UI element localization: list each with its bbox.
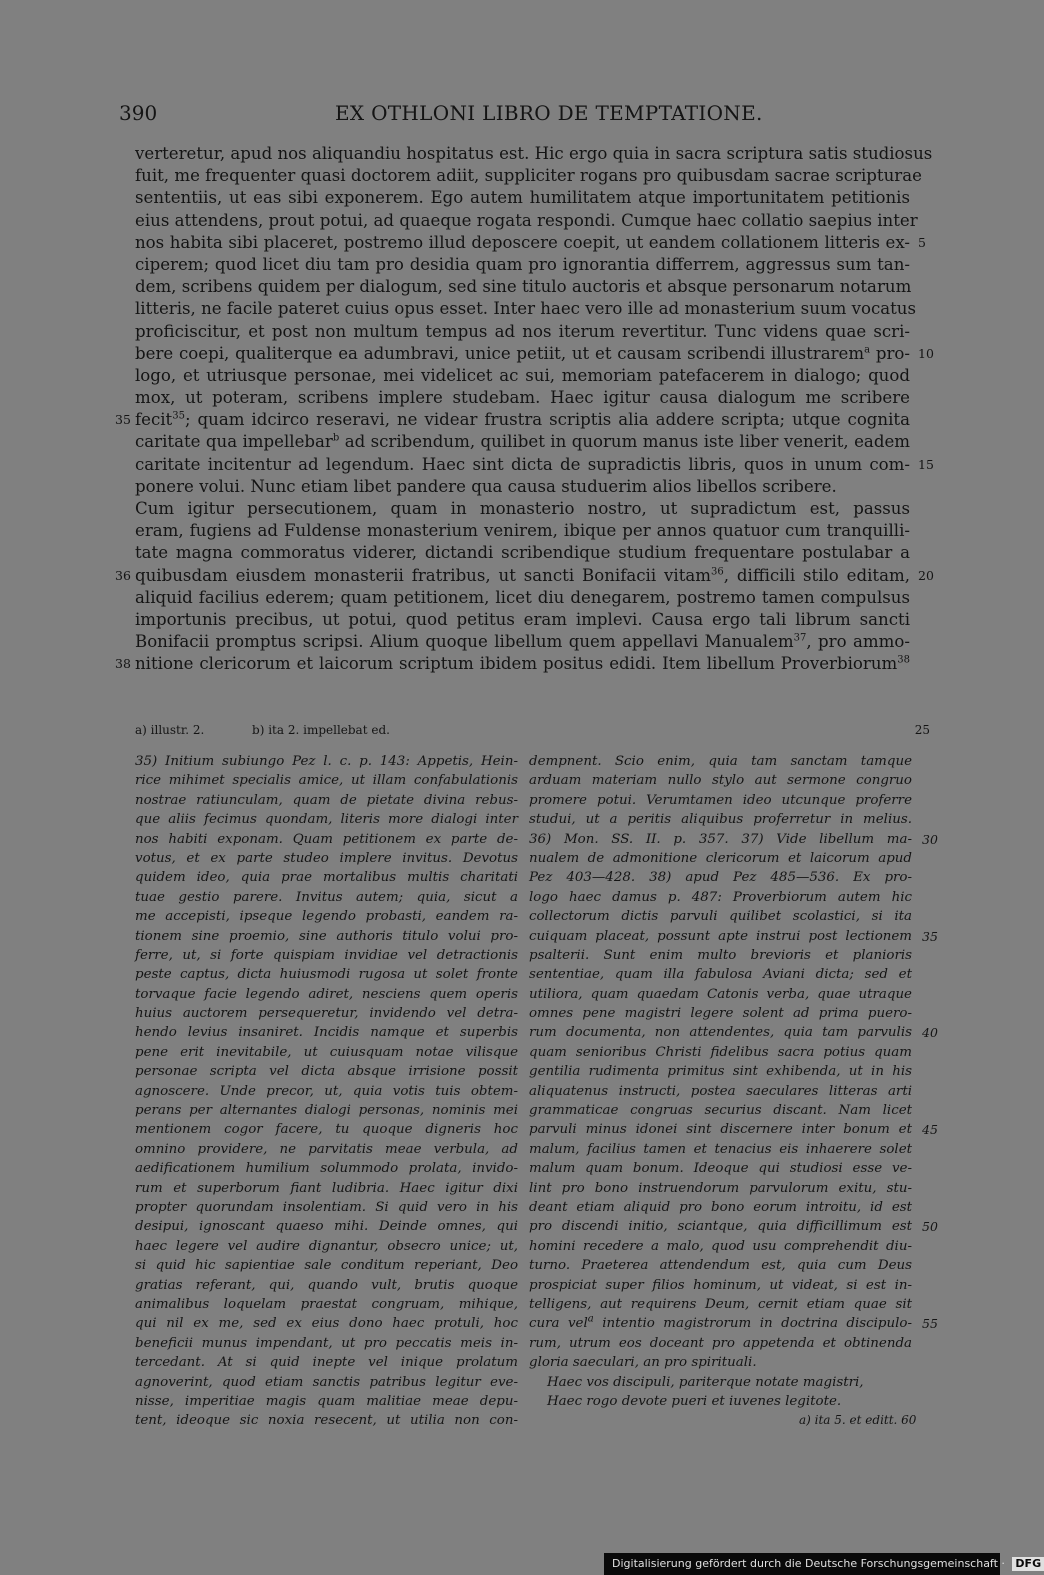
critical-apparatus xyxy=(135,723,930,737)
footnote-text: parvuli minus idonei sint discernere inter bonum et xyxy=(529,1122,912,1138)
text-line xyxy=(115,653,910,675)
line-text: Bonifacii promptus scripsi. Alium quoque libellum quem appellavi Manualem xyxy=(135,632,794,652)
apparatus-note-a: a) illustr. 2. xyxy=(135,723,205,737)
line-text: mox, ut poteram, scribens implere studebam. Haec igitur causa dialogum me scribere xyxy=(135,388,910,408)
line-number: 55 xyxy=(922,1316,938,1332)
line-text: tate magna commoratus viderer, dictandi scribendique studium frequentare postulabar a xyxy=(135,543,910,563)
text-line xyxy=(135,365,910,387)
footnote-line: omnino providere, ne parvitatis meae verbula, ad xyxy=(135,1141,518,1157)
footnote-text: malum, facilius tamen et tenacius eis inhaerere solet xyxy=(529,1141,912,1157)
footnote-line: ferre, ut, si forte quispiam invidiae vel detractionis xyxy=(135,947,518,963)
line-text: importunis precibus, ut potui, quod petitus eram implevi. Causa ergo tali librum sancti xyxy=(135,609,910,629)
footnote-text: 36) Mon. SS. II. p. 357. 37) Vide libellum ma- xyxy=(529,831,912,847)
footnote-line: personae scripta vel dicta absque irrisione possit xyxy=(135,1064,518,1080)
footnote-text: arduam materiam nullo stylo aut sermone congruo xyxy=(529,773,912,789)
footnote-text: lint pro bono instruendorum parvulorum exitu, stu- xyxy=(529,1180,912,1196)
line-text: proficiscitur, et post non multum tempus ad nos iterum revertitur. Tunc videns quae scri- xyxy=(135,321,910,341)
line-text: dem, scribens quidem per dialogum, sed sine titulo auctoris et absque personarum notarum xyxy=(135,277,912,297)
footnote-line: aedificationem humilium solummodo prolata, invido- xyxy=(135,1161,518,1177)
footnote-text: rum, utrum eos doceant pro appetenda et obtinenda xyxy=(529,1335,912,1351)
dfg-footer-bar[interactable] xyxy=(604,1553,1042,1575)
footnote-line xyxy=(529,946,912,965)
line-text: sententiis, ut eas sibi exponerem. Ego autem humilitatem atque importunitatem petitionis xyxy=(135,188,910,208)
line-number: 45 xyxy=(922,1122,938,1138)
footnote-text: telligens, aut requirens Deum, cernit etiam quae sit xyxy=(529,1296,912,1312)
footnote-line: nos habiti exponam. Quam petitionem ex parte de- xyxy=(135,831,518,847)
text-line xyxy=(135,609,910,631)
line-text: nos habita sibi placeret, postremo illud deposcere coepit, ut eandem collationem litteris ex- xyxy=(135,232,910,252)
footnote-text: turno. Praeterea attendendum est, quia cum Deus xyxy=(529,1258,912,1274)
line-text-tail: ; quam idcirco reseravi, ne videar frustra scriptis alia addere scripta; utque cognita xyxy=(184,410,910,430)
footnote-line: hendo levius insaniret. Incidis namque et superbis xyxy=(135,1025,518,1041)
line-text: caritate qua impellebar xyxy=(135,432,333,452)
line-text: fuit, me frequenter quasi doctorem adiit, suppliciter rogans pro quibusdam sacrae scripturae xyxy=(135,166,922,186)
text-line xyxy=(135,454,934,476)
line-text: fecit xyxy=(135,410,173,430)
footnote-line: tent, ideoque sic noxia resecent, ut utilia non con- xyxy=(135,1413,518,1429)
footnote-line: qui nil ex me, sed ex eius dono haec protuli, hoc xyxy=(135,1316,518,1332)
line-text: ponere volui. Nunc etiam libet pandere qua causa studuerim alios libellos scribere. xyxy=(135,476,837,496)
footnote-line xyxy=(529,810,912,829)
page-number: 390 xyxy=(119,101,158,125)
footnote-line: rice mihimet specialis amice, ut illam confabulationis xyxy=(135,773,518,789)
footnote-line: tercedant. At si quid inepte vel inique prolatum xyxy=(135,1355,518,1371)
footnote-line xyxy=(529,1411,917,1430)
footnote-line xyxy=(529,1256,912,1275)
margin-note-number: 35 xyxy=(115,412,131,428)
footnote-line: mentionem cogor facere, tu quoque digneris hoc xyxy=(135,1122,518,1138)
footnote-text: Pez 403—428. 38) apud Pez 485—536. Ex pro- xyxy=(529,870,912,886)
footnote-line xyxy=(529,1023,938,1042)
line-number: 15 xyxy=(918,456,934,472)
text-line xyxy=(135,387,910,409)
footnote-line xyxy=(529,1120,938,1139)
line-number: 50 xyxy=(922,1219,938,1235)
text-line xyxy=(135,165,922,187)
footnote-line: beneficii munus impendant, ut pro peccatis meis in- xyxy=(135,1335,518,1351)
footnote-line xyxy=(529,927,938,946)
footnote-text: rum documenta, non attendentes, quia tam parvulis xyxy=(529,1025,912,1041)
footnotes-right-column xyxy=(529,752,938,1431)
text-line xyxy=(135,343,934,365)
footnote-text: nualem de admonitione clericorum et laicorum apud xyxy=(529,850,912,866)
footnote-text: dempnent. Scio enim, quia tam sanctam tamque xyxy=(529,754,912,769)
footnote-text: grammaticae congruas securius discant. Nam licet xyxy=(529,1103,912,1119)
footnote-text: utiliora, quam quaedam Catonis verba, quae utraque xyxy=(529,986,912,1002)
footnote-line: agnoverint, quod etiam sanctis patribus legitur eve- xyxy=(135,1374,518,1390)
footnote-text: cura vel xyxy=(529,1316,588,1332)
line-number: 10 xyxy=(918,345,934,361)
footnote-line xyxy=(529,1295,912,1314)
line-text-tail: , difficili stilo editam, xyxy=(723,565,910,585)
line-text: ciperem; quod licet diu tam pro desidia quam pro ignorantia differrem, aggressus sum tan- xyxy=(135,254,910,274)
footnote-text: sententiae, quam illa fabulosa Aviani dicta; sed et xyxy=(529,967,912,983)
footnote-text: psalterii. Sunt enim multo brevioris et planioris xyxy=(529,947,912,963)
footnote-text: aliquatenus instructi, postea saeculares litteras arti xyxy=(529,1083,912,1099)
footnote-line xyxy=(529,1313,938,1333)
apparatus-line-number: 25 xyxy=(914,723,930,737)
footnotes-left-column xyxy=(135,752,518,1431)
footnote-line xyxy=(529,849,912,868)
footnote-text: gloria saeculari, an pro spirituali. xyxy=(529,1355,757,1371)
footnote-text: collectorum dictis parvuli quilibet scolastici, si ita xyxy=(529,909,912,925)
text-line xyxy=(135,254,910,276)
footnote-line: 35) Initium subiungo Pez l. c. p. 143: Appetis, Hein- xyxy=(135,754,518,769)
footnote-line xyxy=(529,1101,912,1120)
text-line xyxy=(135,498,910,520)
footnote-line: tionem sine proemio, sine authoris titulo volui pro- xyxy=(135,928,518,944)
text-line xyxy=(135,187,910,209)
footnote-line xyxy=(529,771,912,790)
running-head: EX OTHLONI LIBRO DE TEMPTATIONE. xyxy=(335,101,763,125)
text-line xyxy=(135,542,910,564)
line-text: caritate incitentur ad legendum. Haec sint dicta de supradictis libris, quos in unum com- xyxy=(135,454,910,474)
footnote-line xyxy=(529,1179,912,1198)
footnote-text: a) ita 5. et editt. 60 xyxy=(799,1413,917,1428)
footnote-line: quidem ideo, quia prae mortalibus multis charitati xyxy=(135,870,518,886)
footnote-line: que aliis fecimus quondam, literis more dialogi inter xyxy=(135,812,518,828)
apparatus-note-b: b) ita 2. impellebat ed. xyxy=(252,723,390,737)
footnote-line xyxy=(529,888,912,907)
footnote-line: rum et superborum fiant ludibria. Haec igitur dixi xyxy=(135,1180,518,1196)
line-number: 30 xyxy=(922,831,938,847)
footnote-line xyxy=(529,907,912,926)
footnote-line xyxy=(529,1334,912,1353)
footnote-line: gratias referant, qui, quando vult, brutis quoque xyxy=(135,1277,518,1293)
footnote-line xyxy=(529,868,912,887)
footnote-ref: 38 xyxy=(897,654,910,666)
footnote-text-tail: intentio magistrorum in doctrina discipulo- xyxy=(593,1316,913,1332)
footnote-text: quam senioribus Christi fidelibus sacra potius quam xyxy=(529,1044,912,1060)
footnote-line: perans per alternantes dialogi personas, nominis mei xyxy=(135,1103,518,1119)
text-line xyxy=(135,476,910,498)
text-line xyxy=(135,143,933,165)
footnote-line: si quid hic sapientiae sale conditum reperiant, Deo xyxy=(135,1258,518,1274)
footnote-text: logo haec damus p. 487: Proverbiorum autem hic xyxy=(529,889,912,905)
footnote-line: huius auctorem persequeretur, invidendo vel detra- xyxy=(135,1006,518,1022)
footnote-text: cuiquam placeat, possunt apte instrui post lectionem xyxy=(529,928,912,944)
footnote-line: me accepisti, ipseque legendo probasti, eandem ra- xyxy=(135,909,518,925)
footnote-line xyxy=(529,1198,912,1217)
text-line xyxy=(135,232,926,254)
margin-note-number: 38 xyxy=(115,656,131,672)
footnote-line xyxy=(529,1159,912,1178)
footnote-line xyxy=(529,1392,912,1411)
footnote-line xyxy=(529,1373,912,1392)
footnote-line: pene erit inevitabile, ut cuiusquam notae vilisque xyxy=(135,1044,518,1060)
footnote-line: nostrae ratiunculam, quam de pietate divina rebus- xyxy=(135,792,518,808)
footnote-ref: 37 xyxy=(793,632,807,644)
footnote-text: malum quam bonum. Ideoque qui studiosi esse ve- xyxy=(529,1161,912,1177)
footnote-text: omnes pene magistri legere solent ad prima puero- xyxy=(529,1006,912,1022)
footnote-text: gentilia rudimenta primitus sint exhibenda, ut in his xyxy=(529,1064,912,1080)
text-line xyxy=(135,520,910,542)
footnote-line xyxy=(529,1004,912,1023)
footnote-line xyxy=(529,1217,938,1236)
footnote-ref: b xyxy=(332,432,340,444)
footnote-text: Haec vos discipuli, pariterque notate magistri, xyxy=(547,1374,864,1390)
footnote-line xyxy=(529,965,912,984)
line-text: nitione clericorum et laicorum scriptum ibidem positus edidi. Item libellum Proverbiorum xyxy=(135,654,898,674)
footnote-ref: a xyxy=(864,344,871,356)
footnote-line xyxy=(529,1276,912,1295)
text-line xyxy=(135,631,910,653)
footnote-line: agnoscere. Unde precor, ut, quia votis tuis obtem- xyxy=(135,1083,518,1099)
line-number: 40 xyxy=(922,1025,938,1041)
footnote-text: deant etiam aliquid pro bono eorum introitu, id est xyxy=(529,1199,912,1215)
footnote-line: peste captus, dicta huiusmodi rugosa ut solet fronte xyxy=(135,967,518,983)
footnote-ref: a xyxy=(587,1313,594,1325)
line-text: Cum igitur persecutionem, quam in monasterio nostro, ut supradictum est, passus xyxy=(135,499,910,518)
text-line xyxy=(115,565,934,587)
line-number: 5 xyxy=(918,234,926,250)
dfg-logo-icon: DFG xyxy=(1012,1557,1044,1571)
main-text xyxy=(115,143,934,676)
footnote-line: votus, et ex parte studeo implere invitus. Devotus xyxy=(135,850,518,866)
footnote-line xyxy=(529,830,938,849)
text-line xyxy=(115,409,910,431)
footnote-line xyxy=(529,1082,912,1101)
line-text: aliquid facilius ederem; quam petitionem, licet diu denegarem, postremo tamen compulsus xyxy=(135,587,910,607)
line-text: litteris, ne facile pateret cuius opus esset. Inter haec vero ille ad monasterium suum vocatus xyxy=(135,299,917,319)
text-line xyxy=(135,298,917,320)
line-text-tail: ad scribendum, quilibet in quorum manus iste liber venerit, eadem xyxy=(339,432,911,452)
footnote-line xyxy=(529,791,912,810)
footnote-line: desipui, ignoscant quaeso mihi. Deinde omnes, qui xyxy=(135,1219,518,1235)
footnote-ref: 35 xyxy=(172,410,185,422)
footnote-line: haec legere vel audire dignantur, obsecro unice; ut, xyxy=(135,1238,518,1254)
footnote-line: animalibus loquelam praestat congruam, mihique, xyxy=(135,1296,518,1312)
line-text-tail: pro- xyxy=(870,343,910,363)
footnote-text: prospiciat super filios hominum, ut videat, si est in- xyxy=(529,1277,912,1293)
footnote-text: studui, ut a peritis aliquibus proferretur in melius. xyxy=(529,812,912,828)
footnote-line xyxy=(529,1237,912,1256)
line-text-tail: , pro ammo- xyxy=(806,632,910,652)
text-line xyxy=(135,276,910,298)
footnote-line: torvaque facie legendo adiret, nesciens quem operis xyxy=(135,986,518,1002)
line-text: verteretur, apud nos aliquandiu hospitatus est. Hic ergo quia in sacra scriptura satis studiosus xyxy=(135,144,933,163)
footnote-line xyxy=(529,1043,912,1062)
footnote-ref: 36 xyxy=(711,566,724,578)
line-number: 20 xyxy=(918,567,934,583)
footnote-line: tuae gestio parere. Invitus autem; quia, sicut a xyxy=(135,889,518,905)
line-text: eram, fugiens ad Fuldense monasterium venirem, ibique per annos quatuor cum tranquilli- xyxy=(135,521,910,541)
footnote-line: propter quorundam insolentiam. Si quid vero in his xyxy=(135,1199,518,1215)
text-line xyxy=(135,210,918,232)
footnote-line: nisse, imperitiae magis quam malitiae meae depu- xyxy=(135,1393,518,1409)
line-text: bere coepi, qualiterque ea adumbravi, unice petiit, ut et causam scribendi illustrarem xyxy=(135,343,865,363)
footnote-text: homini recedere a malo, quod usu comprehendit diu- xyxy=(529,1238,912,1254)
text-line xyxy=(135,321,910,343)
footnote-text: Haec rogo devote pueri et iuvenes legitote. xyxy=(547,1393,842,1409)
margin-note-number: 36 xyxy=(115,567,131,583)
footnote-text: promere potui. Verumtamen ideo utcunque proferre xyxy=(529,792,912,808)
footnote-line xyxy=(529,985,912,1004)
footnote-line xyxy=(529,1062,912,1081)
footnote-text: pro discendi initio, sciantque, quia difficillimum est xyxy=(529,1219,912,1235)
text-line xyxy=(135,587,910,609)
line-number: 35 xyxy=(922,928,938,944)
footnote-line xyxy=(529,1140,912,1159)
dfg-credit-text: Digitalisierung gefördert durch die Deutsche Forschungsgemeinschaft · xyxy=(612,1557,1005,1570)
line-text: logo, et utriusque personae, mei videlicet ac sui, memoriam patefacerem in dialogo; quod xyxy=(135,365,910,385)
footnote-line xyxy=(529,752,912,771)
line-text: quibusdam eiusdem monasterii fratribus, ut sancti Bonifacii vitam xyxy=(135,565,711,585)
text-line xyxy=(135,431,910,453)
footnote-line xyxy=(529,1353,912,1372)
line-text: eius attendens, prout potui, ad quaeque rogata respondi. Cumque haec collatio saepius inter xyxy=(135,210,918,230)
